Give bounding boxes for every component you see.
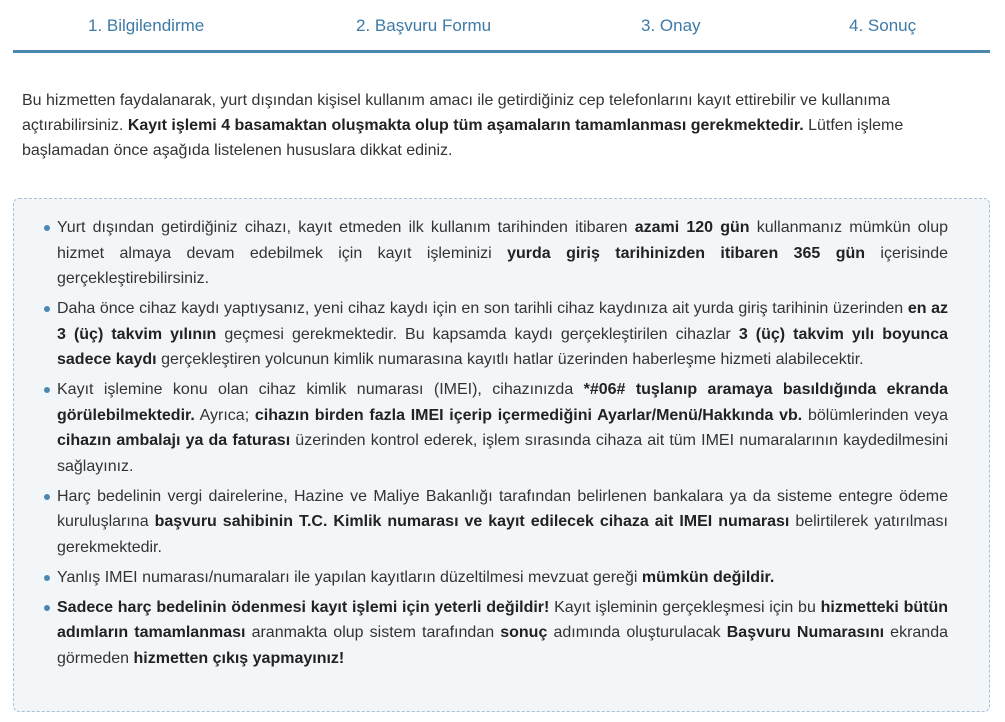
info-item-previous-registration: [44, 296, 948, 373]
info-bold: Sadece harç bedelinin ödenmesi kayıt işlemi için yeterli değildir!: [57, 598, 550, 616]
bullet-icon: [44, 575, 50, 581]
info-text: üzerinden kontrol ederek, işlem sırasında cihaza ait tüm IMEI numaralarının kaydedilmesini sağlayınız.: [57, 432, 949, 475]
bullet-icon: [44, 225, 50, 231]
info-item-usage-period: [44, 215, 948, 292]
bullet-icon: [44, 387, 50, 393]
info-bold: cihazın birden fazla IMEI içerip içermediğini Ayarlar/Menü/Hakkında vb.: [254, 406, 803, 424]
info-item-complete-all-steps: [44, 595, 948, 672]
intro-text: Bu hizmetten faydalanarak, yurt dışından kişisel kullanım amacı ile getirdiğiniz cep telefonlarını kayıt ettirebilir ve kullanıma açtırabilirsiniz.: [22, 92, 890, 134]
step-progress-bar: [13, 0, 990, 53]
info-list: [44, 215, 948, 676]
step-2-application-form[interactable]: 2. Başvuru Formu: [356, 16, 492, 35]
info-text: Yurt dışından getirdiğiniz cihazı, kayıt etmeden ilk kullanım tarihinden itibaren: [57, 219, 635, 236]
intro-text: Lütfen işleme başlamadan önce aşağıda listelenen hususlara dikkat ediniz.: [22, 117, 904, 159]
info-text: aranmakta olup sistem tarafından: [245, 624, 501, 641]
info-text: Ayrıca;: [194, 406, 255, 424]
info-text: bölümlerinden veya: [802, 406, 948, 424]
info-bold: başvuru sahibinin T.C. Kimlik numarası ve kayıt edilecek cihaza ait IMEI numarası: [154, 513, 790, 530]
info-text: geçmesi gerekmektedir. Bu kapsamda kaydı gerçekleştirilen cihazlar: [216, 325, 739, 343]
info-bold: Başvuru Numarasını: [726, 624, 885, 641]
info-bold: *#06# tuşlanıp aramaya basıldığında ekranda görülebilmektedir.: [57, 381, 948, 424]
info-bold: mümkün değildir.: [641, 568, 775, 586]
info-text: kullanmanız mümkün olup hizmet almaya devam edebilmek için kayıt işleminizi: [57, 219, 949, 262]
info-bold: azami 120 gün: [634, 219, 750, 236]
info-item-imei: [44, 377, 948, 479]
info-text: içerisinde gerçekleştirebilirsiniz.: [57, 244, 949, 287]
info-text: Kayıt işleminin gerçekleşmesi için bu: [549, 598, 821, 616]
info-text: belirtilerek yatırılması gerekmektedir.: [57, 513, 949, 556]
info-bold: 3 (üç) takvim yılı boyunca sadece kaydı: [57, 325, 948, 368]
step-1-information[interactable]: 1. Bilgilendirme: [88, 16, 205, 35]
info-item-fee-payment: [44, 484, 948, 561]
info-notice-box: [13, 198, 990, 712]
info-text: adımında oluşturulacak: [547, 624, 727, 641]
info-bold: hizmetteki bütün adımların tamamlanması: [57, 598, 949, 641]
info-text: Yanlış IMEI numarası/numaraları ile yapılan kayıtların düzeltilmesi mevzuat gereği: [57, 568, 642, 586]
step-3-confirmation[interactable]: 3. Onay: [641, 16, 701, 35]
bullet-icon: [44, 306, 50, 312]
info-text: ekranda görmeden: [57, 624, 948, 667]
info-text: gerçekleştiren yolcunun kimlik numarasına kayıtlı hatlar üzerinden haberleşme hizmeti alabilecektir.: [156, 351, 864, 368]
info-text: Kayıt işlemine konu olan cihaz kimlik numarası (IMEI), cihazınızda: [57, 381, 584, 398]
info-bold: en az 3 (üç) takvim yılının: [57, 300, 948, 343]
info-bold: hizmetten çıkış yapmayınız!: [133, 649, 345, 667]
info-bold: cihazın ambalajı ya da faturası: [57, 432, 291, 449]
info-bold: sonuç: [500, 624, 548, 641]
bullet-icon: [44, 494, 50, 500]
info-bold: yurda giriş tarihinizden itibaren 365 gün: [507, 244, 866, 262]
intro-bold-text: Kayıt işlemi 4 basamaktan oluşmakta olup tüm aşamaların tamamlanması gerekmektedir.: [127, 117, 804, 134]
info-text: Daha önce cihaz kaydı yaptıysanız, yeni cihaz kaydı için en son tarihli cihaz kaydınıza ait yurda giriş tarihinin üzerinden: [57, 300, 908, 317]
info-text: Harç bedelinin vergi dairelerine, Hazine ve Maliye Bakanlığı tarafından belirlenen bankalara ya da sisteme entegre ödeme kuruluşlarına: [57, 487, 948, 530]
bullet-icon: [44, 605, 50, 611]
info-item-wrong-imei: [44, 565, 948, 591]
intro-paragraph: [22, 88, 957, 163]
step-4-result[interactable]: 4. Sonuç: [849, 16, 917, 35]
